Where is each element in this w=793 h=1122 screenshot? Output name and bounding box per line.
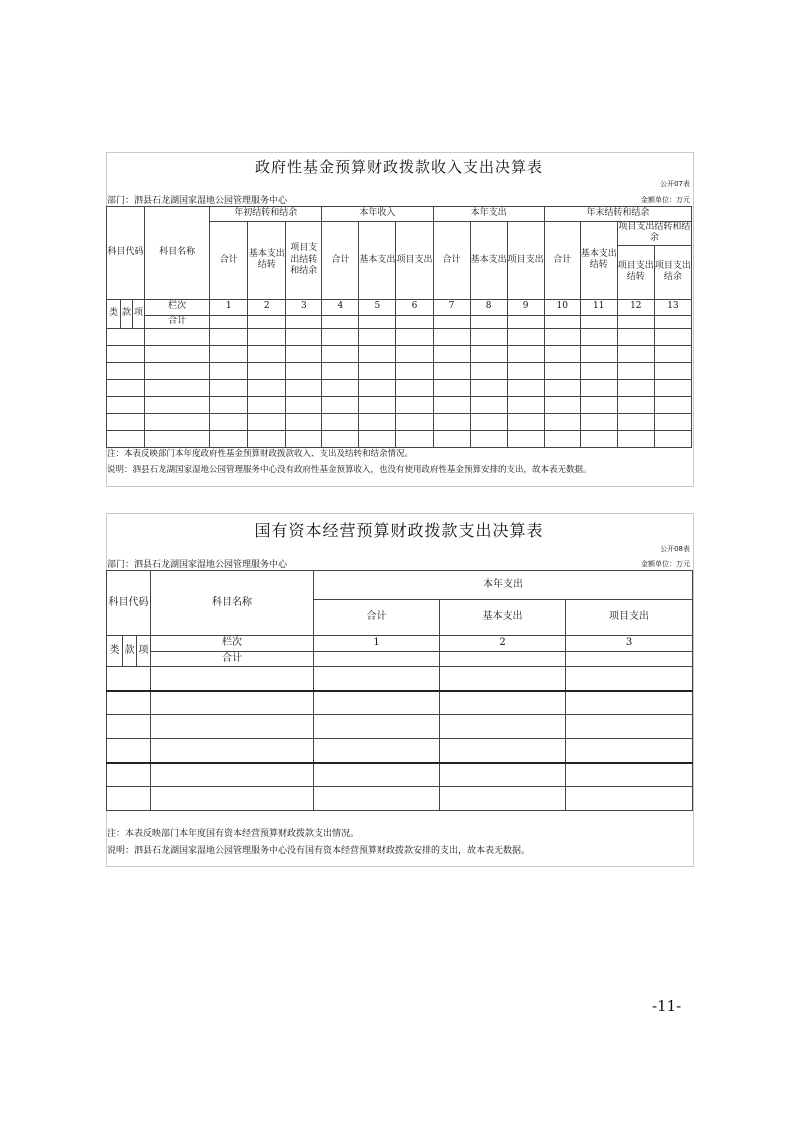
label-kuan: 款 bbox=[123, 636, 137, 667]
col-proj-surplus: 项目支出结余 bbox=[654, 245, 691, 299]
table-cell bbox=[151, 739, 314, 763]
col-num: 7 bbox=[433, 299, 470, 315]
col-num: 6 bbox=[396, 299, 433, 315]
table-cell bbox=[107, 739, 151, 763]
table-cell bbox=[248, 396, 286, 413]
table-cell bbox=[210, 379, 248, 396]
col-total: 合计 bbox=[314, 600, 440, 636]
table-cell bbox=[396, 328, 433, 345]
table-cell bbox=[210, 315, 248, 328]
table-cell bbox=[566, 691, 693, 715]
table-cell bbox=[470, 396, 507, 413]
table-cell bbox=[507, 362, 544, 379]
table1-title: 政府性基金预算财政拨款收入支出决算表 bbox=[254, 158, 543, 176]
table-cell bbox=[359, 328, 396, 345]
col-num: 11 bbox=[580, 299, 617, 315]
table1-explanation: 说明：泗县石龙湖国家湿地公园管理服务中心没有政府性基金预算收入，也没有使用政府性基金预算安排的支出，故本表无数据。 bbox=[107, 465, 592, 475]
table-cell bbox=[396, 413, 433, 430]
label-xiang: 项 bbox=[133, 299, 145, 328]
table2-title: 国有资本经营预算财政拨款支出决算表 bbox=[254, 521, 544, 540]
table-cell bbox=[470, 430, 507, 447]
table-cell bbox=[507, 413, 544, 430]
table-cell bbox=[507, 396, 544, 413]
table-cell bbox=[314, 739, 440, 763]
table-cell bbox=[396, 396, 433, 413]
table-cell bbox=[145, 413, 210, 430]
table-cell bbox=[286, 413, 322, 430]
table-cell bbox=[396, 379, 433, 396]
table1-note: 注：本表反映部门本年度政府性基金预算财政拨款收入、支出及结转和结余情况。 bbox=[107, 449, 414, 459]
col-num: 10 bbox=[544, 299, 580, 315]
table-cell bbox=[314, 787, 440, 811]
col-income-proj: 项目支出 bbox=[396, 222, 433, 300]
table-cell bbox=[151, 787, 314, 811]
table-cell bbox=[396, 430, 433, 447]
table-cell bbox=[440, 652, 566, 667]
table-cell bbox=[286, 315, 322, 328]
table-cell bbox=[145, 328, 210, 345]
table-cell bbox=[580, 328, 617, 345]
table-cell bbox=[107, 379, 145, 396]
table-cell bbox=[470, 379, 507, 396]
group-end-balance: 年末结转和结余 bbox=[544, 207, 691, 222]
col-basic-carry: 基本支出结转 bbox=[248, 222, 286, 300]
table-cell bbox=[617, 315, 654, 328]
table-row bbox=[107, 691, 693, 715]
col-num: 3 bbox=[566, 636, 693, 652]
table-row bbox=[107, 345, 692, 362]
table-cell bbox=[322, 328, 359, 345]
table-cell bbox=[145, 430, 210, 447]
table-cell bbox=[580, 430, 617, 447]
table-row bbox=[107, 667, 693, 691]
table-cell bbox=[210, 413, 248, 430]
table-row bbox=[107, 396, 692, 413]
table-cell bbox=[433, 315, 470, 328]
table-cell bbox=[151, 691, 314, 715]
col-num: 2 bbox=[440, 636, 566, 652]
col-basic: 基本支出 bbox=[440, 600, 566, 636]
col-income-basic: 基本支出 bbox=[359, 222, 396, 300]
table-cell bbox=[654, 345, 691, 362]
table-cell bbox=[286, 379, 322, 396]
table-cell bbox=[359, 413, 396, 430]
table-row bbox=[107, 413, 692, 430]
table-cell bbox=[322, 345, 359, 362]
group-income: 本年收入 bbox=[322, 207, 433, 222]
table-cell bbox=[396, 315, 433, 328]
header-name: 科目名称 bbox=[151, 571, 314, 636]
table-cell bbox=[248, 328, 286, 345]
table2-note: 注：本表反映部门本年度国有资本经营预算财政拨款支出情况。 bbox=[107, 829, 360, 839]
col-num: 8 bbox=[470, 299, 507, 315]
label-lanci: 栏次 bbox=[151, 636, 314, 652]
table-cell bbox=[507, 379, 544, 396]
table-cell bbox=[107, 691, 151, 715]
table-cell bbox=[440, 691, 566, 715]
table-cell bbox=[544, 362, 580, 379]
table-cell bbox=[566, 763, 693, 787]
table-cell bbox=[440, 715, 566, 739]
table-cell bbox=[566, 715, 693, 739]
table-cell bbox=[617, 396, 654, 413]
table-cell bbox=[566, 787, 693, 811]
table-cell bbox=[322, 396, 359, 413]
table-cell bbox=[248, 362, 286, 379]
table-row bbox=[107, 362, 692, 379]
col-num: 12 bbox=[617, 299, 654, 315]
table-cell bbox=[507, 430, 544, 447]
table2-dept: 部门：泗县石龙湖国家湿地公园管理服务中心 bbox=[107, 560, 288, 570]
table-cell bbox=[544, 328, 580, 345]
table-cell bbox=[433, 430, 470, 447]
col-total: 合计 bbox=[210, 222, 248, 300]
table-cell bbox=[440, 667, 566, 691]
col-num: 9 bbox=[507, 299, 544, 315]
table-cell bbox=[107, 763, 151, 787]
col-num: 2 bbox=[248, 299, 286, 315]
table-cell bbox=[145, 396, 210, 413]
page-number: -11- bbox=[652, 997, 682, 1015]
label-total: 合计 bbox=[151, 652, 314, 667]
table-cell bbox=[654, 379, 691, 396]
table-cell bbox=[286, 362, 322, 379]
label-total: 合计 bbox=[145, 315, 210, 328]
table-cell bbox=[617, 328, 654, 345]
table-cell bbox=[507, 345, 544, 362]
table-cell bbox=[107, 715, 151, 739]
col-num: 1 bbox=[314, 636, 440, 652]
col-num: 5 bbox=[359, 299, 396, 315]
table-cell bbox=[359, 362, 396, 379]
table-cell bbox=[396, 345, 433, 362]
table-cell bbox=[544, 413, 580, 430]
table-cell bbox=[544, 396, 580, 413]
table1-dept: 部门：泗县石龙湖国家湿地公园管理服务中心 bbox=[107, 196, 288, 206]
table-cell bbox=[322, 430, 359, 447]
table-cell bbox=[314, 763, 440, 787]
table-cell bbox=[433, 328, 470, 345]
label-kuan: 款 bbox=[121, 299, 133, 328]
table-cell bbox=[359, 315, 396, 328]
group-begin-balance: 年初结转和结余 bbox=[210, 207, 322, 222]
table-cell bbox=[470, 413, 507, 430]
table-cell bbox=[286, 396, 322, 413]
col-proj-carry2: 项目支出结转 bbox=[617, 245, 654, 299]
table-cell bbox=[210, 430, 248, 447]
header-code: 科目代码 bbox=[107, 571, 151, 636]
col-num: 3 bbox=[286, 299, 322, 315]
col-income-total: 合计 bbox=[322, 222, 359, 300]
table-cell bbox=[654, 328, 691, 345]
table-cell bbox=[107, 396, 145, 413]
table-cell bbox=[617, 345, 654, 362]
table-cell bbox=[314, 691, 440, 715]
header-name: 科目名称 bbox=[145, 207, 210, 300]
table2-explanation: 说明：泗县石龙湖国家湿地公园管理服务中心没有国有资本经营预算财政拨款安排的支出，故本表无数据。 bbox=[107, 846, 531, 856]
table-row bbox=[107, 430, 692, 447]
table-cell bbox=[210, 345, 248, 362]
table-row bbox=[107, 787, 693, 811]
table-row bbox=[107, 328, 692, 345]
table-cell bbox=[322, 362, 359, 379]
table-cell bbox=[580, 362, 617, 379]
table-row bbox=[107, 715, 693, 739]
table-cell bbox=[359, 379, 396, 396]
table-cell bbox=[248, 413, 286, 430]
header-code: 科目代码 bbox=[107, 207, 145, 300]
table-cell bbox=[107, 430, 145, 447]
table-cell bbox=[654, 396, 691, 413]
table-cell bbox=[617, 413, 654, 430]
table-row bbox=[107, 763, 693, 787]
table-cell bbox=[617, 430, 654, 447]
table-cell bbox=[433, 345, 470, 362]
table-cell bbox=[507, 315, 544, 328]
table-cell bbox=[580, 315, 617, 328]
col-end-basic-carry: 基本支出结转 bbox=[580, 222, 617, 300]
table-cell bbox=[433, 396, 470, 413]
table-cell bbox=[566, 667, 693, 691]
label-lanci: 栏次 bbox=[145, 299, 210, 315]
table-cell bbox=[440, 787, 566, 811]
col-end-total: 合计 bbox=[544, 222, 580, 300]
table-cell bbox=[286, 328, 322, 345]
col-exp-basic: 基本支出 bbox=[470, 222, 507, 300]
table-cell bbox=[544, 430, 580, 447]
table1-grid bbox=[106, 206, 692, 448]
table-cell bbox=[359, 430, 396, 447]
table-cell bbox=[151, 715, 314, 739]
table-cell bbox=[433, 379, 470, 396]
table-cell bbox=[314, 652, 440, 667]
table-cell bbox=[617, 379, 654, 396]
col-exp-total: 合计 bbox=[433, 222, 470, 300]
table-cell bbox=[580, 396, 617, 413]
table-cell bbox=[566, 739, 693, 763]
table-cell bbox=[248, 345, 286, 362]
table-cell bbox=[359, 396, 396, 413]
group-expense: 本年支出 bbox=[314, 571, 693, 600]
col-proj: 项目支出 bbox=[566, 600, 693, 636]
table-cell bbox=[654, 315, 691, 328]
table-cell bbox=[248, 430, 286, 447]
table-cell bbox=[210, 396, 248, 413]
table-cell bbox=[359, 345, 396, 362]
table-cell bbox=[544, 315, 580, 328]
table-cell bbox=[107, 362, 145, 379]
table-cell bbox=[151, 763, 314, 787]
table-cell bbox=[322, 413, 359, 430]
table-cell bbox=[286, 345, 322, 362]
table-cell bbox=[145, 345, 210, 362]
label-lei: 类 bbox=[107, 636, 123, 667]
label-lei: 类 bbox=[107, 299, 121, 328]
table-cell bbox=[654, 430, 691, 447]
col-num: 1 bbox=[210, 299, 248, 315]
table-cell bbox=[654, 362, 691, 379]
table-cell bbox=[470, 362, 507, 379]
table-cell bbox=[286, 430, 322, 447]
group-proj-end: 项目支出结转和结余 bbox=[618, 222, 691, 244]
table-cell bbox=[580, 379, 617, 396]
col-num: 4 bbox=[322, 299, 359, 315]
table-cell bbox=[654, 413, 691, 430]
table-cell bbox=[322, 315, 359, 328]
table-cell bbox=[107, 787, 151, 811]
table-cell bbox=[470, 345, 507, 362]
table-cell bbox=[107, 328, 145, 345]
table-cell bbox=[107, 345, 145, 362]
table1-form-code: 公开07表 bbox=[660, 180, 690, 188]
table-cell bbox=[210, 362, 248, 379]
table-row bbox=[107, 379, 692, 396]
table-cell bbox=[566, 652, 693, 667]
table-cell bbox=[314, 667, 440, 691]
table-cell bbox=[145, 379, 210, 396]
table-cell bbox=[470, 315, 507, 328]
col-num: 13 bbox=[654, 299, 691, 315]
table-cell bbox=[248, 379, 286, 396]
table-cell bbox=[322, 379, 359, 396]
table-cell bbox=[396, 362, 433, 379]
table-cell bbox=[617, 362, 654, 379]
table1-unit: 金额单位：万元 bbox=[641, 196, 690, 204]
col-exp-proj: 项目支出 bbox=[507, 222, 544, 300]
table-cell bbox=[433, 362, 470, 379]
col-proj-carry: 项目支出结转和结余 bbox=[286, 222, 322, 300]
group-expense: 本年支出 bbox=[433, 207, 544, 222]
table2-unit: 金额单位：万元 bbox=[641, 560, 690, 568]
table-cell bbox=[433, 413, 470, 430]
label-xiang: 项 bbox=[137, 636, 151, 667]
table2-form-code: 公开08表 bbox=[660, 545, 690, 553]
table-cell bbox=[314, 715, 440, 739]
table-cell bbox=[151, 667, 314, 691]
table-cell bbox=[210, 328, 248, 345]
table-cell bbox=[544, 345, 580, 362]
table-cell bbox=[248, 315, 286, 328]
table2-grid bbox=[106, 570, 693, 811]
table-cell bbox=[145, 362, 210, 379]
table-cell bbox=[440, 763, 566, 787]
table-cell bbox=[507, 328, 544, 345]
table-cell bbox=[107, 413, 145, 430]
table-cell bbox=[470, 328, 507, 345]
table-cell bbox=[544, 379, 580, 396]
table-cell bbox=[580, 413, 617, 430]
table-cell bbox=[580, 345, 617, 362]
table-cell bbox=[107, 667, 151, 691]
table-row bbox=[107, 739, 693, 763]
table-cell bbox=[440, 739, 566, 763]
